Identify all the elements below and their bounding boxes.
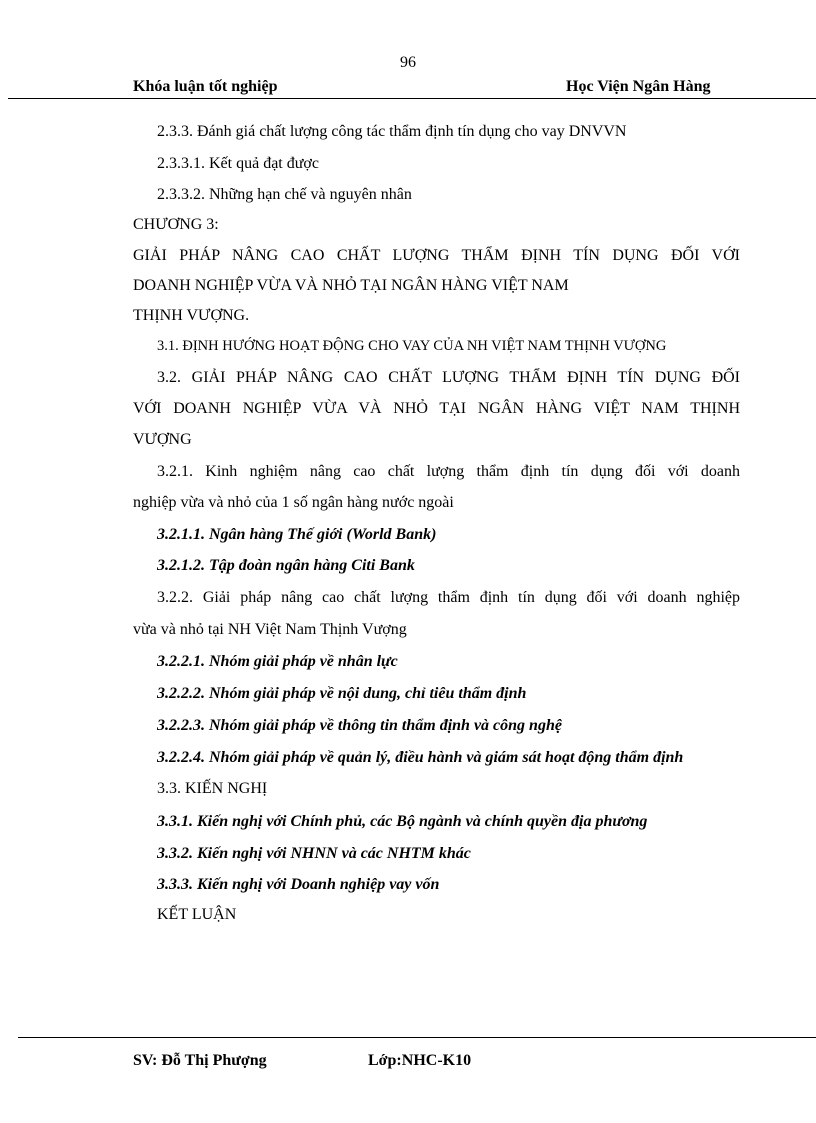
toc-entry: 3.2.2.2. Nhóm giải pháp về nội dung, chỉ tiêu thẩm định: [157, 685, 527, 702]
footer-rule: [18, 1037, 816, 1038]
toc-entry: 3.3.1. Kiến nghị với Chính phủ, các Bộ ngành và chính quyền địa phương: [157, 813, 648, 830]
toc-entry: 3.2.2.1. Nhóm giải pháp về nhân lực: [157, 653, 398, 670]
page-number: 96: [400, 54, 416, 71]
header-left-title: Khóa luận tốt nghiệp: [133, 78, 278, 95]
toc-entry: 3.2.2.4. Nhóm giải pháp về quản lý, điều hành và giám sát hoạt động thẩm định: [157, 749, 684, 766]
toc-entry: 3.2.1.2. Tập đoàn ngân hàng Citi Bank: [157, 557, 415, 574]
chapter-title-line: THỊNH VƯỢNG.: [133, 307, 250, 324]
toc-entry: 3.3.2. Kiến nghị với NHNN và các NHTM khác: [157, 845, 471, 862]
toc-entry: VỚI DOANH NGHIỆP VỪA VÀ NHỎ TẠI NGÂN HÀNG VIỆT NAM THỊNH: [133, 400, 740, 417]
toc-entry: 3.2.1. Kinh nghiệm nâng cao chất lượng thẩm định tín dụng đối với doanh: [157, 463, 740, 480]
toc-entry: vừa và nhỏ tại NH Việt Nam Thịnh Vượng: [133, 621, 407, 638]
toc-entry: 3.2.2.3. Nhóm giải pháp về thông tin thẩm định và công nghệ: [157, 717, 562, 734]
toc-entry: 3.2.1.1. Ngân hàng Thế giới (World Bank): [157, 526, 437, 543]
footer-student-name: SV: Đỗ Thị Phượng: [133, 1052, 267, 1069]
toc-entry: nghiệp vừa và nhỏ của 1 số ngân hàng nước ngoài: [133, 494, 454, 511]
toc-entry: 3.2.2. Giải pháp nâng cao chất lượng thẩm định tín dụng đối với doanh nghiệp: [157, 589, 740, 606]
chapter-title-line: GIẢI PHÁP NÂNG CAO CHẤT LƯỢNG THẨM ĐỊNH TÍN DỤNG ĐỐI VỚI: [133, 247, 740, 264]
conclusion-heading: KẾT LUẬN: [157, 906, 237, 923]
toc-entry: 3.3.3. Kiến nghị với Doanh nghiệp vay vốn: [157, 876, 440, 893]
header-rule: [8, 98, 816, 99]
toc-entry: 3.2. GIẢI PHÁP NÂNG CAO CHẤT LƯỢNG THẨM ĐỊNH TÍN DỤNG ĐỐI: [157, 369, 740, 386]
header-right-title: Học Viện Ngân Hàng: [566, 78, 711, 95]
chapter-title-line: DOANH NGHIỆP VỪA VÀ NHỎ TẠI NGÂN HÀNG VIỆT NAM: [133, 277, 569, 294]
toc-entry: 3.1. ĐỊNH HƯỚNG HOẠT ĐỘNG CHO VAY CỦA NH VIỆT NAM THỊNH VƯỢNG: [157, 338, 667, 354]
toc-entry: VƯỢNG: [133, 431, 192, 448]
toc-entry: 3.3. KIẾN NGHỊ: [157, 780, 268, 797]
footer-class: Lớp:NHC-K10: [368, 1052, 472, 1069]
toc-entry: 2.3.3.1. Kết quả đạt được: [157, 155, 319, 172]
toc-entry: 2.3.3.2. Những hạn chế và nguyên nhân: [157, 186, 412, 203]
chapter-heading: CHƯƠNG 3:: [133, 216, 219, 233]
toc-entry: 2.3.3. Đánh giá chất lượng công tác thẩm định tín dụng cho vay DNVVN: [157, 123, 627, 140]
